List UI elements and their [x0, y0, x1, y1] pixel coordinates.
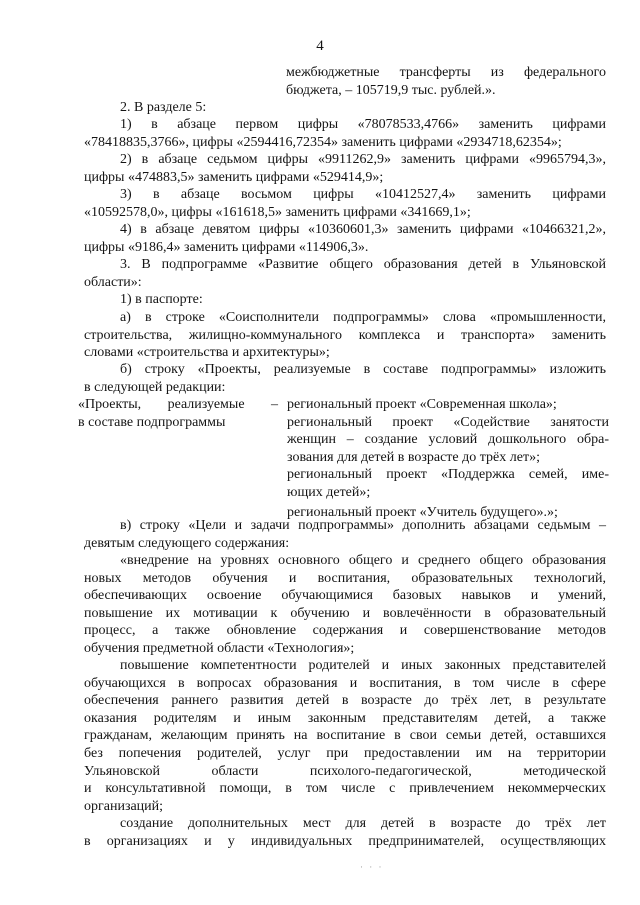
text-line: а) в строке «Соисполнители подпрограммы» слова «промышленности, [120, 310, 606, 325]
text-line: 3) в абзаце восьмом цифры «10412527,4» заменить цифрами [120, 187, 606, 202]
text-line: межбюджетные трансферты из федерального [286, 65, 606, 80]
text-line: женщин – создание условий дошкольного обра- [287, 432, 609, 448]
item-b [84, 361, 606, 396]
text-line: 3. В подпрограмме «Развитие общего образования детей в Ульяновской [120, 257, 606, 272]
text-line: повышение их мотивации к обучению и вовлечённости в образовательный [84, 605, 606, 621]
text-line: бюджета, – 105719,9 тыс. рублей.». [286, 82, 496, 98]
section-5-heading [84, 99, 606, 117]
amendment-item-4 [84, 221, 606, 256]
text-line: процесс, а также обновление содержания и совершенствование методов [84, 623, 606, 639]
text-line: «Проекты, реализуемые – [78, 397, 278, 412]
page-number: 4 [316, 38, 324, 54]
text-line: 1) в паспорте: [120, 292, 203, 307]
text-line: и консультативной помощи, в том числе с привлечением некоммерческих [84, 781, 606, 797]
text-line: цифры «474883,5» заменить цифрами «529414,9»; [84, 169, 384, 185]
text-line: новых методов обучения и воспитания, образовательных технологий, [84, 570, 606, 586]
text-line: «внедрение на уровнях основного общего и среднего общего образования [120, 553, 606, 568]
top-continuation [286, 64, 606, 99]
text-line: в следующей редакции: [84, 379, 226, 395]
item-v [84, 517, 606, 552]
text-line: обеспечивающих освоение обучающимися базовых навыков и умений, [84, 588, 606, 604]
amendment-item-3 [84, 186, 606, 221]
text-line: в организациях и у индивидуальных предпринимателей, осуществляющих [84, 833, 606, 849]
text-line: обучения предметной области «Технология»; [84, 640, 355, 656]
text-line: словами «строительства и архитектуры»; [84, 345, 330, 361]
scan-speckle: · · · [360, 862, 384, 872]
amendment-item-1 [84, 116, 606, 151]
text-line: обеспечения раннего развития детей в возрасте до трёх лет, в результате [84, 693, 606, 709]
text-line: «78418835,3766», цифры «2594416,72354» заменить цифрами «2934718,62354»; [84, 134, 562, 150]
text-line: 4) в абзаце девятом цифры «10360601,3» заменить цифрами «10466321,2», [120, 222, 606, 237]
text-line: создание дополнительных мест для детей в возрасте до трёх лет [120, 816, 606, 831]
item-a [84, 309, 606, 362]
text-line: строительства, жилищно-коммунального комплекса и транспорта» заменить [84, 327, 606, 343]
text-line: региональный проект «Учитель будущего».»; [287, 504, 558, 520]
text-line: гражданам, желающим принять на воспитание в свои семьи детей, оставшихся [84, 728, 606, 744]
projects-table-label [78, 396, 278, 431]
passport-heading [84, 291, 606, 309]
amendment-item-2 [84, 151, 606, 186]
text-line: оказания родителям и иным законным представителям детей, а также [84, 710, 606, 726]
subprogram-heading [84, 256, 606, 291]
text-line: ющих детей»; [287, 484, 371, 500]
text-line: области»: [84, 274, 142, 290]
text-line: повышение компетентности родителей и иных законных представителей [120, 658, 606, 673]
text-line: 2. В разделе 5: [120, 100, 207, 115]
text-line: региональный проект «Современная школа»; [287, 397, 557, 412]
text-line: 1) в абзаце первом цифры «78078533,4766» заменить цифрами [120, 117, 606, 132]
text-line: региональный проект «Содействие занятости [287, 414, 609, 430]
text-line: обучающихся в вопросах образования и воспитания, в том числе в сфере [84, 675, 606, 691]
projects-table-value [287, 396, 609, 521]
text-line: 2) в абзаце седьмом цифры «9911262,9» заменить цифрами «9965794,3», [120, 152, 606, 167]
text-line: зования для детей в возрасте до трёх лет»; [287, 449, 540, 465]
text-line: организаций; [84, 798, 164, 814]
text-line: б) строку «Проекты, реализуемые в составе подпрограммы» изложить [120, 362, 606, 377]
text-line: Ульяновской области психолого-педагогической, методической [84, 763, 606, 779]
quoted-paragraph-3 [84, 815, 606, 850]
text-line: «10592578,0», цифры «161618,5» заменить цифрами «341669,1»; [84, 204, 471, 220]
text-line: без попечения родителей, услуг при предоставлении им на территории [84, 745, 606, 761]
quoted-paragraph-1 [84, 552, 606, 658]
text-line: региональный проект «Поддержка семей, име- [287, 467, 609, 483]
text-line: цифры «9186,4» заменить цифрами «114906,3». [84, 239, 369, 255]
text-line: в) строку «Цели и задачи подпрограммы» дополнить абзацами седьмым – [120, 518, 606, 533]
text-line: в составе подпрограммы [78, 414, 226, 430]
text-line: девятым следующего содержания: [84, 535, 290, 551]
quoted-paragraph-2 [84, 657, 606, 815]
